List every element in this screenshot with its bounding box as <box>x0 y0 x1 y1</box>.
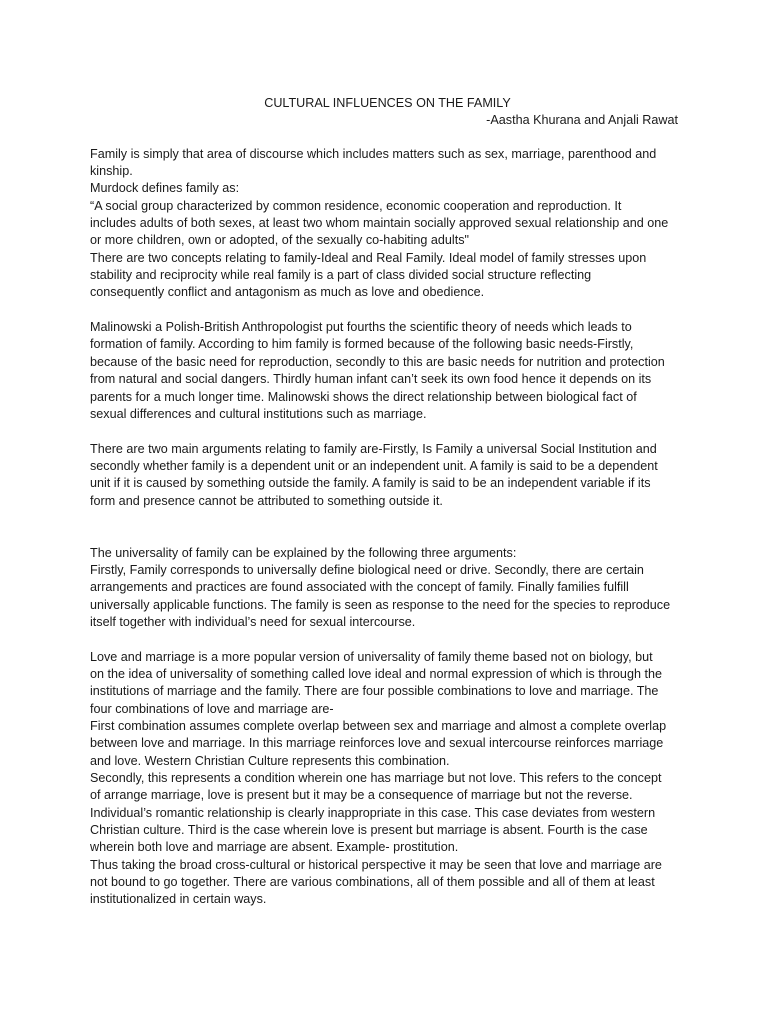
document-authors: -Aastha Khurana and Anjali Rawat <box>486 113 678 128</box>
text-line: The universality of family can be explained by the following three arguments: <box>90 545 517 560</box>
text-line: Family is simply that area of discourse which includes matters such as sex, marriage, parenthood and <box>90 146 657 161</box>
text-line: consequently conflict and antagonism as much as love and obedience. <box>90 285 485 300</box>
text-line: wherein both love and marriage are absent. Example- prostitution. <box>90 840 459 855</box>
document-body <box>90 95 680 909</box>
paragraph-gap <box>90 510 680 545</box>
paragraph-gap <box>90 302 680 319</box>
text-line: institutions of marriage and the family. There are four possible combinations to love and marriage. The <box>90 684 659 699</box>
text-line: secondly whether family is a dependent unit or an independent unit. A family is said to be a dependent <box>90 458 658 473</box>
text-line: Malinowski a Polish-British Anthropologist put fourths the scientific theory of needs which leads to <box>90 320 632 335</box>
text-line: formation of family. According to him family is formed because of the following basic needs-Firstly, <box>90 337 634 352</box>
text-line: and love. Western Christian Culture represents this combination. <box>90 753 450 768</box>
paragraph-gap <box>90 423 680 440</box>
text-line: There are two concepts relating to family-Ideal and Real Family. Ideal model of family stresses upon <box>90 250 647 265</box>
document-title: CULTURAL INFLUENCES ON THE FAMILY <box>264 96 511 110</box>
paragraph-love-marriage <box>90 649 680 909</box>
paragraph-family-definition <box>90 146 680 302</box>
text-line: kinship. <box>90 164 133 179</box>
text-line: Firstly, Family corresponds to universally define biological need or drive. Secondly, there are certain <box>90 562 644 577</box>
text-line: Individual’s romantic relationship is clearly inappropriate in this case. This case deviates from western <box>90 805 656 820</box>
paragraph-universality <box>90 545 680 632</box>
text-line: not bound to go together. There are various combinations, all of them possible and all of them at least <box>90 875 655 890</box>
paragraph-arguments <box>90 441 680 510</box>
text-line: four combinations of love and marriage are- <box>90 701 334 716</box>
text-line: form and presence cannot be attributed to something outside it. <box>90 493 443 508</box>
text-line: institutionalized in certain ways. <box>90 892 267 907</box>
text-line: Murdock defines family as: <box>90 181 240 196</box>
text-line: universally applicable functions. The family is seen as response to the need for the species to reproduce <box>90 597 671 612</box>
text-line: or more children, own or adopted, of the sexually co-habiting adults" <box>90 233 469 248</box>
text-line: “A social group characterized by common residence, economic cooperation and reproduction. It <box>90 198 622 213</box>
text-line: on the idea of universality of something called love ideal and normal expression of which is through the <box>90 667 662 681</box>
text-line: between love and marriage. In this marriage reinforces love and sexual intercourse reinforces marriage <box>90 736 664 751</box>
text-line: from natural and social dangers. Thirdly human infant can’t seek its own food hence it depends on its <box>90 372 652 387</box>
text-line: includes adults of both sexes, at least two whom maintain socially approved sexual relationship and one <box>90 216 669 231</box>
text-line: Love and marriage is a more popular version of universality of family theme based not on biology, but <box>90 649 653 664</box>
text-line: arrangements and practices are found associated with the concept of family. Finally families fulfill <box>90 580 629 595</box>
text-line: because of the basic need for reproduction, secondly to this are basic needs for nutrition and protection <box>90 354 665 369</box>
text-line: stability and reciprocity while real family is a part of class divided social structure reflecting <box>90 268 592 283</box>
text-line: of arrange marriage, love is present but it may be a consequence of marriage but not the reverse. <box>90 788 633 803</box>
paragraph-gap <box>90 631 680 648</box>
text-line: unit if it is caused by something outside the family. A family is said to be an independent variable if its <box>90 476 651 491</box>
text-line: Christian culture. Third is the case wherein love is present but marriage is absent. Fourth is the case <box>90 823 648 838</box>
text-line: First combination assumes complete overlap between sex and marriage and almost a complete overlap <box>90 719 667 734</box>
text-line: Thus taking the broad cross-cultural or historical perspective it may be seen that love and marriage are <box>90 857 662 872</box>
text-line: There are two main arguments relating to family are-Firstly, Is Family a universal Social Institution and <box>90 441 657 456</box>
text-line: itself together with individual’s need for sexual intercourse. <box>90 614 416 629</box>
text-line: sexual differences and cultural institutions such as marriage. <box>90 406 427 421</box>
text-line: Secondly, this represents a condition wherein one has marriage but not love. This refers to the concept <box>90 771 662 786</box>
text-line: parents for a much longer time. Malinowski shows the direct relationship between biological fact of <box>90 389 637 404</box>
paragraph-malinowski <box>90 319 680 423</box>
